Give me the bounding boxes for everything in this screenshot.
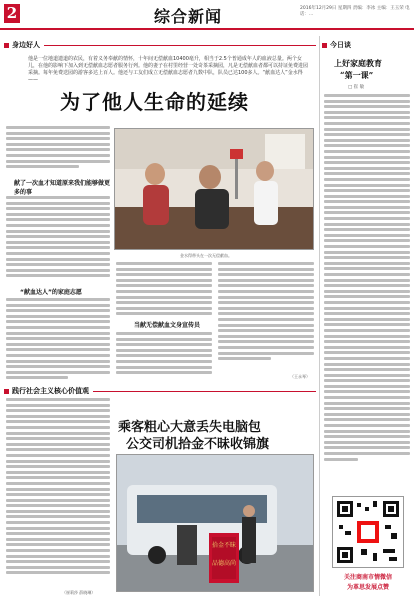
qr-promo-line2: 为革思发展点赞 [346,584,389,591]
article-column-1 [6,126,110,171]
subhead-2: “献血达人”的家庭志愿 [20,289,82,296]
article-column-2 [116,262,212,318]
column-divider [319,36,320,596]
sidebar-author: □ 崔 敏 [348,85,365,90]
page-meta: 2016年12月29日 星期四 责编：李冰 主编：王玉荣 电话：... [300,6,410,17]
section-header-bottom [4,386,316,396]
section-tag: 身边好人 [12,41,40,49]
svg-text:拾金不昧: 拾金不昧 [211,542,237,549]
subhead-3: 当献无偿献血文身宣传员 [134,322,201,329]
section-marker-icon [4,43,9,48]
blood-donation-photo [115,129,314,250]
page-number: 2 [4,4,20,23]
bottom-headline-line1: 乘客粗心大意丢失电脑包 [118,420,262,435]
photo-caption: 金水得带头在一次无偿献血。 [180,253,232,258]
subhead-1: 献了一次血才知道原来我们能够做更多的事 [14,180,111,196]
section-rule [44,45,316,46]
qr-code[interactable] [332,496,404,568]
section-marker-icon [322,43,327,48]
main-headline: 为了他人生命的延续 [60,90,249,114]
article-column-1b [6,196,110,280]
article-photo [114,128,314,250]
article-column-1c [6,298,110,382]
masthead-rule [0,28,414,30]
qr-promo-line1: 关注商南市情微信 [343,574,392,581]
bus-photo [116,454,314,592]
sidebar-article [324,94,410,463]
bottom-article-column-1 [6,398,110,577]
article-column-3 [218,262,314,363]
article-column-2b [116,332,212,377]
article-byline: （王永琴） [290,374,310,379]
sidebar-tag: 今日谈 [330,41,351,49]
sidebar-title-line1: 上好家庭教育 [334,58,382,68]
lede-paragraph: 他是一位地道遗道的农民，有着义务奉献的情怀，十年间无偿献血10400毫升，相当于2.5个普通成年人的血液总量。两个女儿，在他的影响下加入到无偿献血志愿者服务行列。他的妻子在村里经营一处奇茶采摘园，凡是无偿献血者都可以持证免费进园采摘。每年免费送园的游客多达上百人。他还与工友们成立无偿献血志愿者九数中队，队员已达100多人。“献血达人”金水得—— [28,56,309,83]
bottom-byline: （崔莉莎 薛晓琳） [62,590,96,595]
section-tag-bottom: 践行社会主义核心价值观 [12,387,89,395]
sidebar-title-line2: “第一课” [340,70,374,80]
section-header-left [4,40,316,50]
bus-scene-photo [117,455,314,592]
masthead [0,0,414,32]
sidebar-header [322,40,410,50]
qr-code-icon [333,497,403,567]
page-title: 综合新闻 [154,7,223,26]
section-marker-icon [4,389,9,394]
bottom-headline-line2: 公交司机拾金不昧收锦旗 [126,437,270,452]
section-rule [93,391,316,392]
svg-text:品德高尚: 品德高尚 [211,560,237,567]
